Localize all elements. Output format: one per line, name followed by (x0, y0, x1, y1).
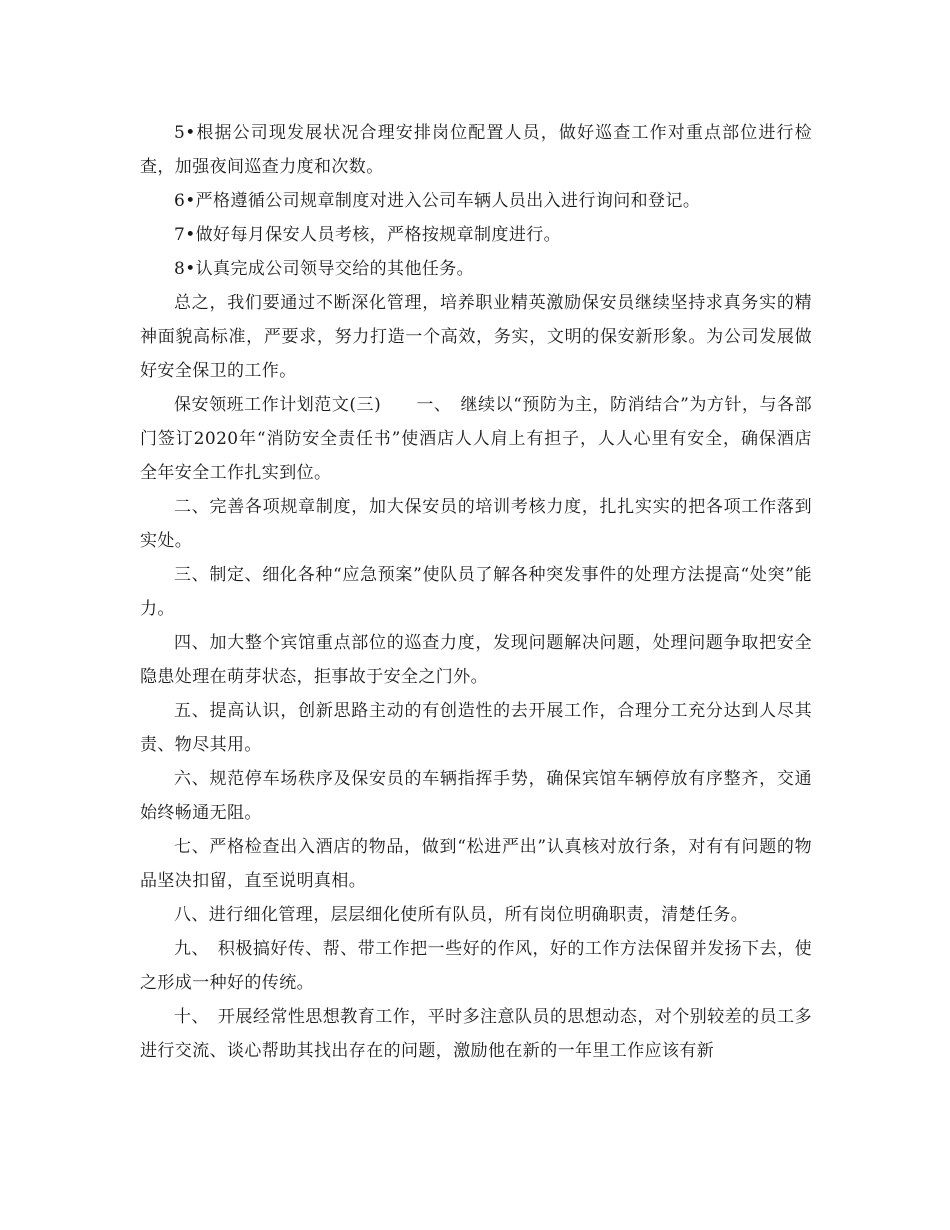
paragraph-plan-item-4: 四、加大整个宾馆重点部位的巡查力度，发现问题解决问题，处理问题争取把安全隐患处理在萌芽状态，拒事故于安全之门外。 (140, 633, 812, 687)
paragraph-plan-item-7: 七、严格检查出入酒店的物品，做到“松进严出”认真核对放行条，对有有问题的物品坚决扣留，直至说明真相。 (140, 837, 812, 891)
paragraph-plan-item-9: 九、 积极搞好传、帮、带工作把一些好的作风，好的工作方法保留并发扬下去，使之形成一种好的传统。 (140, 939, 812, 993)
paragraph-item-6: 6•严格遵循公司规章制度对进入公司车辆人员出入进行询问和登记。 (174, 191, 701, 211)
paragraph-plan-item-2: 二、完善各项规章制度，加大保安员的培训考核力度，扎扎实实的把各项工作落到实处。 (140, 497, 812, 551)
document-body (140, 116, 812, 1068)
paragraph-summary: 总之，我们要通过不断深化管理，培养职业精英激励保安员继续坚持求真务实的精神面貌高标准，严要求，努力打造一个高效，务实，文明的保安新形象。为公司发展做好安全保卫的工作。 (140, 293, 812, 381)
paragraph-item-5: 5•根据公司现发展状况合理安排岗位配置人员，做好巡查工作对重点部位进行检查，加强夜间巡查力度和次数。 (140, 123, 812, 177)
paragraph-plan-item-8: 八、进行细化管理，层层细化使所有队员，所有岗位明确职责，清楚任务。 (174, 905, 749, 925)
paragraph-plan-item-3: 三、制定、细化各种“应急预案”使队员了解各种突发事件的处理方法提高“处突”能力。 (140, 565, 812, 619)
paragraph-item-8: 8•认真完成公司领导交给的其他任务。 (174, 259, 475, 279)
paragraph-plan-item-10: 十、 开展经常性思想教育工作，平时多注意队员的思想动态，对个别较差的员工多进行交流、谈心帮助其找出存在的问题，激励他在新的一年里工作应该有新 (140, 1007, 812, 1061)
paragraph-plan-item-6: 六、规范停车场秩序及保安员的车辆指挥手势，确保宾馆车辆停放有序整齐，交通始终畅通无阻。 (140, 769, 812, 823)
paragraph-plan-item-5: 五、提高认识，创新思路主动的有创造性的去开展工作，合理分工充分达到人尽其责、物尽其用。 (140, 701, 812, 755)
paragraph-item-7: 7•做好每月保安人员考核，严格按规章制度进行。 (174, 225, 562, 245)
paragraph-plan-three-item-1: 保安领班工作计划范文(三) 一、 继续以“预防为主，防消结合”为方针，与各部门签订2020年“消防安全责任书”使酒店人人肩上有担子，人人心里有安全，确保酒店全年安全工作扎实到位。 (140, 395, 812, 483)
